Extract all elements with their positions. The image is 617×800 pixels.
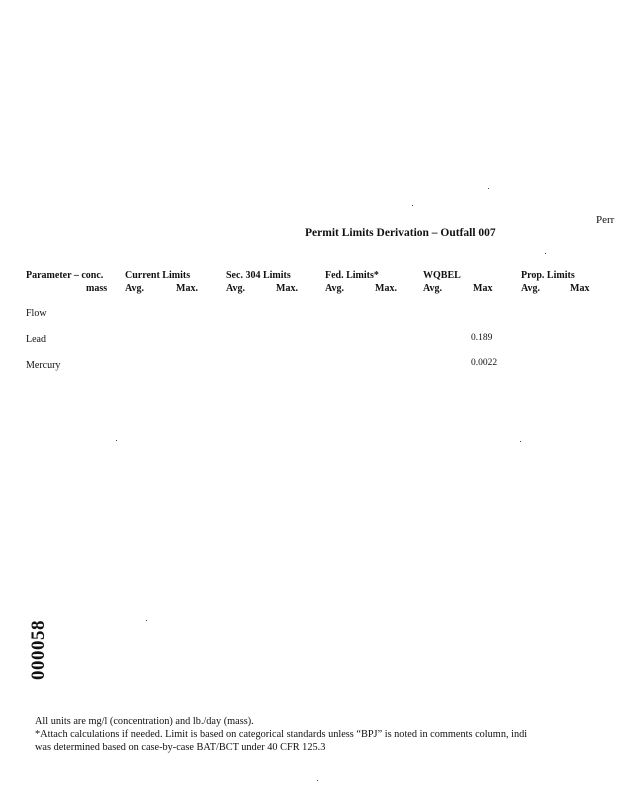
- table-row-label: Mercury: [26, 360, 61, 371]
- group-header-prop: Prop. Limits: [521, 270, 575, 281]
- scan-speck: [317, 780, 318, 781]
- table-row-label: Lead: [26, 334, 46, 345]
- scan-speck: [520, 441, 521, 442]
- sub-header-max: Max.: [176, 283, 198, 294]
- footnote-line: *Attach calculations if needed. Limit is based on categorical standards unless “BPJ” is noted in comments column, indi: [35, 729, 528, 740]
- sub-header-avg: Avg.: [423, 283, 442, 294]
- bates-stamp: 000058: [28, 620, 49, 680]
- table-cell-wqbel-max: 0.189: [471, 333, 493, 343]
- scan-speck: [116, 440, 117, 441]
- sub-header-max: Max: [473, 283, 493, 294]
- scan-speck: [488, 188, 489, 189]
- sub-header-max: Max: [570, 283, 590, 294]
- group-header-sec304: Sec. 304 Limits: [226, 270, 291, 281]
- sub-header-max: Max.: [276, 283, 298, 294]
- sub-header-avg: Avg.: [125, 283, 144, 294]
- group-header-fed: Fed. Limits*: [325, 270, 379, 281]
- scan-speck: [146, 620, 147, 621]
- param-subheader: mass: [86, 283, 108, 294]
- scan-speck: [545, 253, 546, 254]
- footnote-line: was determined based on case-by-case BAT/BCT under 40 CFR 125.3: [35, 742, 326, 753]
- table-row-label: Flow: [26, 308, 47, 319]
- page-title: Permit Limits Derivation – Outfall 007: [305, 227, 496, 239]
- group-header-wqbel: WQBEL: [423, 270, 461, 281]
- sub-header-avg: Avg.: [226, 283, 245, 294]
- sub-header-max: Max.: [375, 283, 397, 294]
- footnote-line: All units are mg/l (concentration) and lb./day (mass).: [35, 716, 254, 727]
- table-cell-wqbel-max: 0.0022: [471, 358, 498, 368]
- param-header: Parameter – conc.: [26, 270, 104, 281]
- sub-header-avg: Avg.: [521, 283, 540, 294]
- sub-header-avg: Avg.: [325, 283, 344, 294]
- scan-speck: [412, 205, 413, 206]
- group-header-current: Current Limits: [125, 270, 191, 281]
- page-corner-text: Perr: [596, 214, 615, 226]
